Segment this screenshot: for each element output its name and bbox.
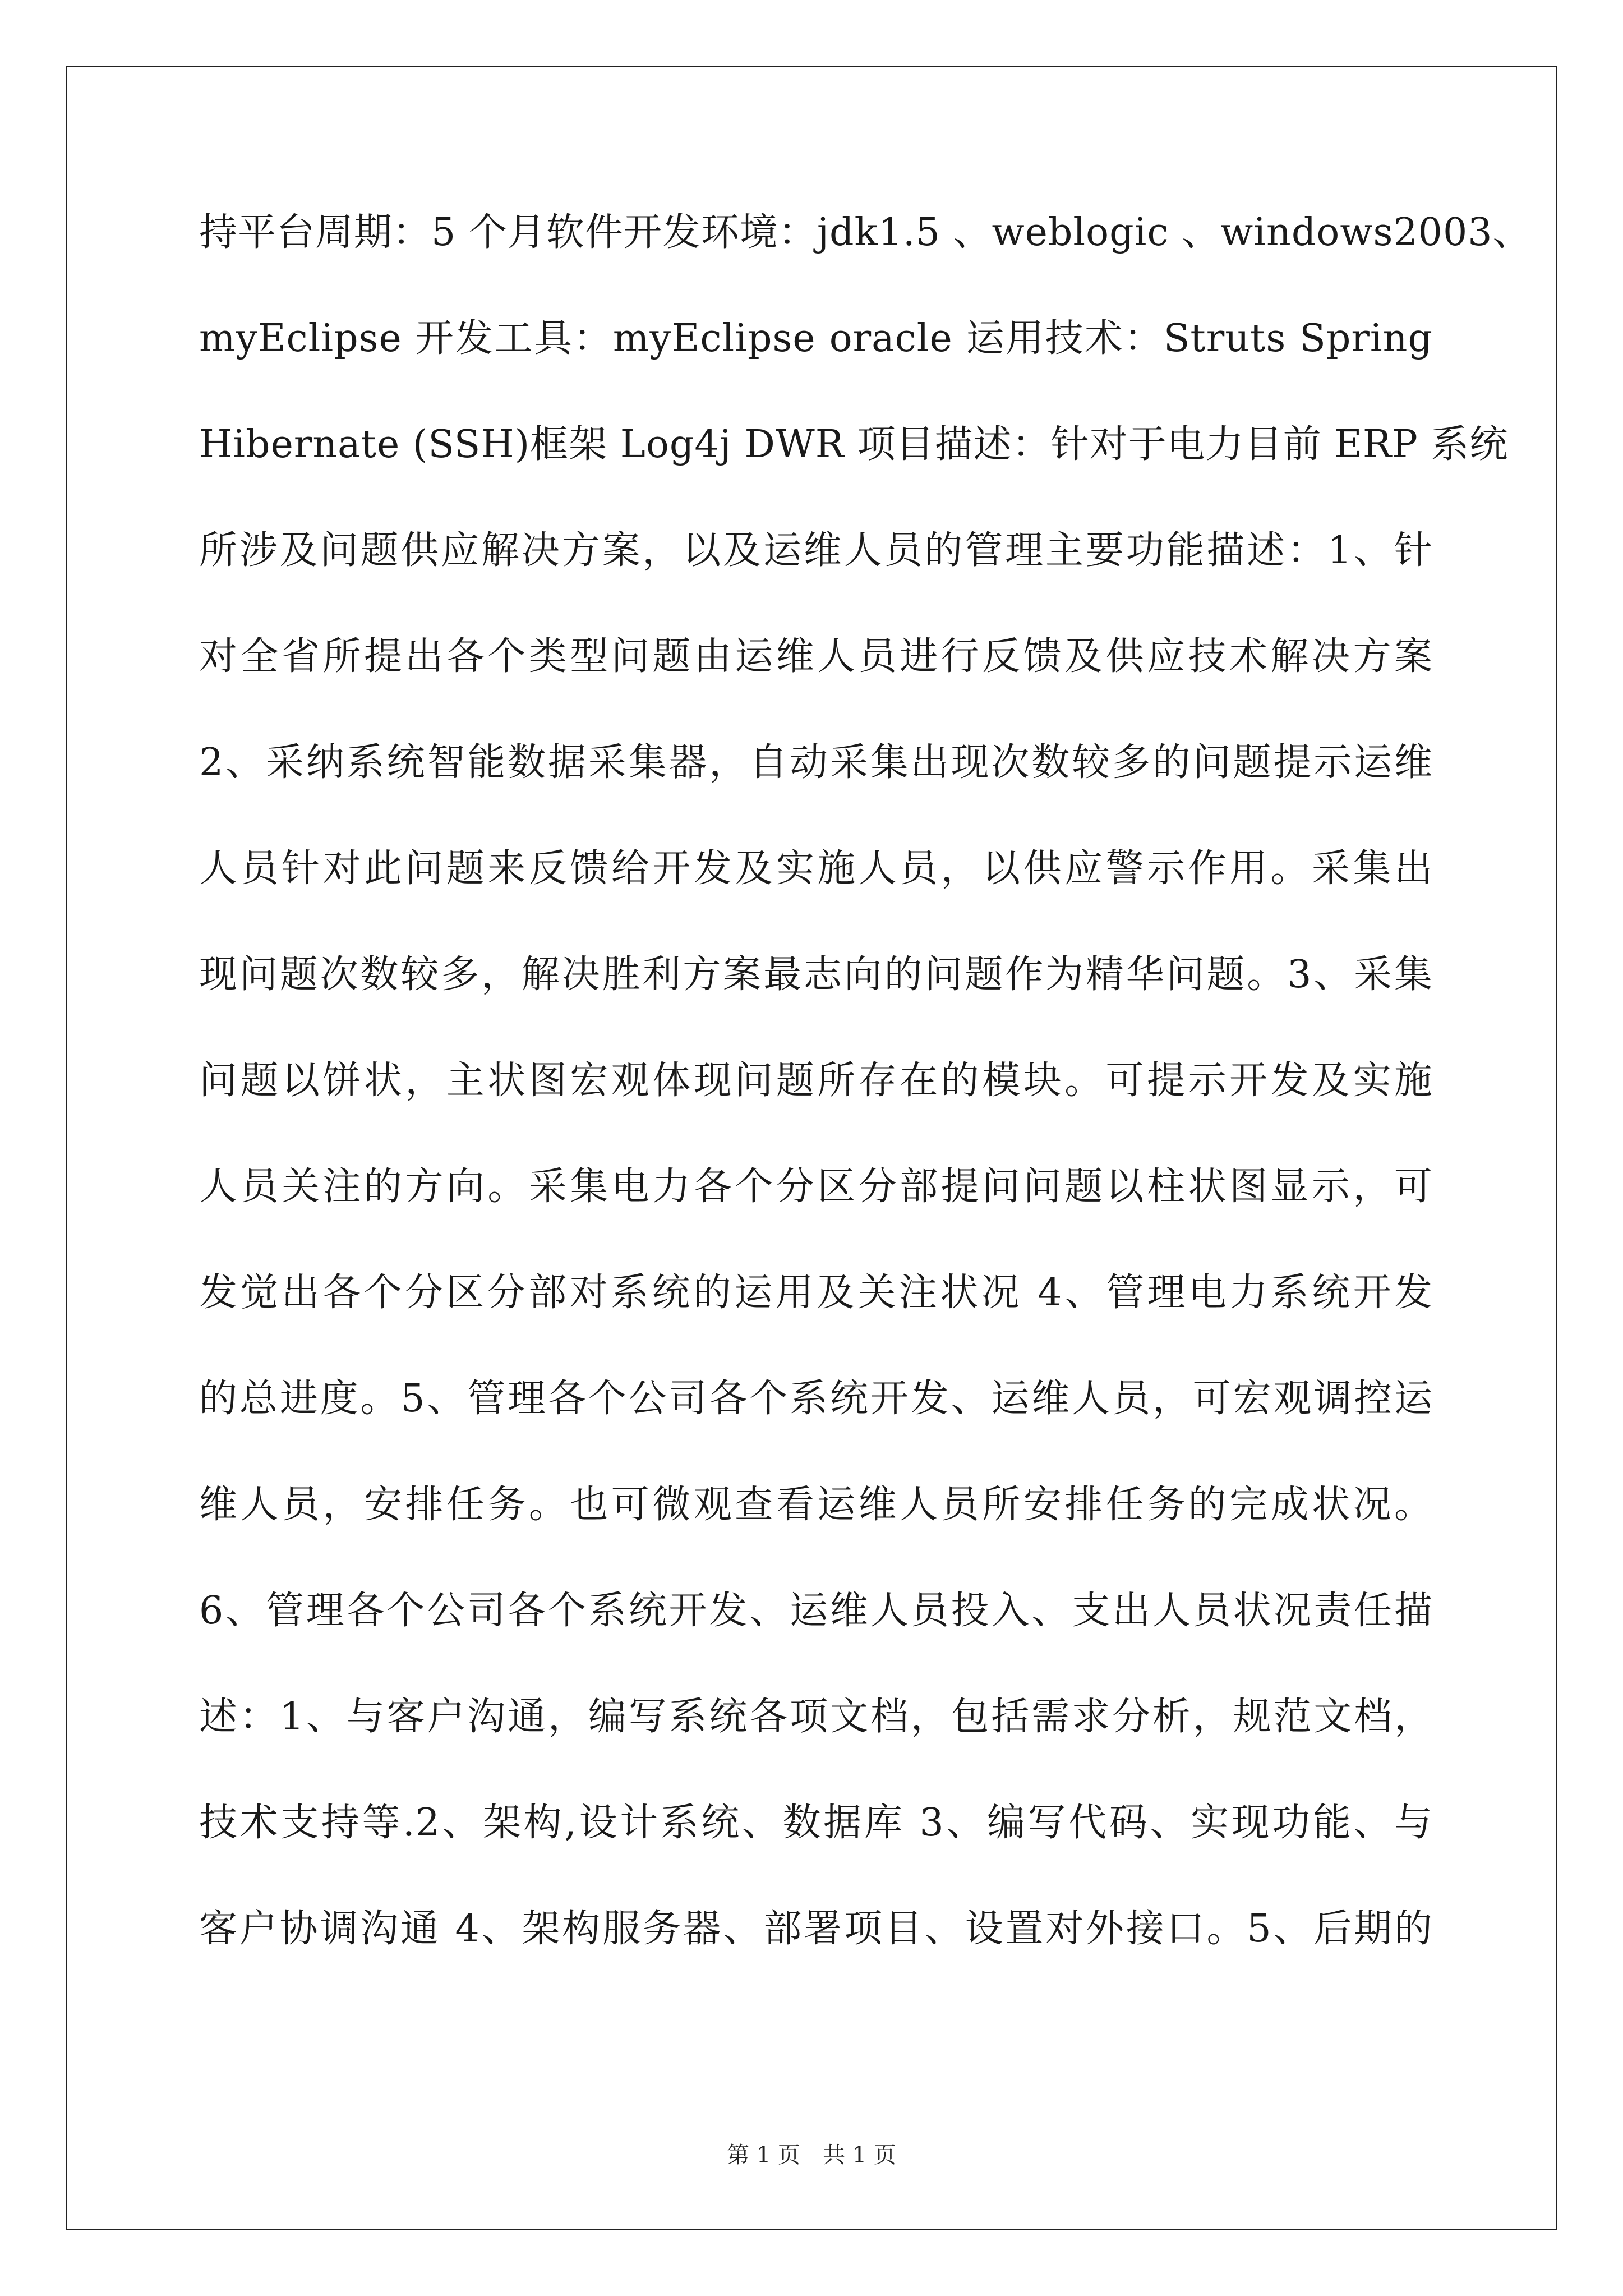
text-line: 技术支持等.2、架构,设计系统、数据库 3、编写代码、实现功能、与 <box>199 1801 1433 1845</box>
text-line: 客户协调沟通 4、架构服务器、部署项目、设置对外接口。5、后期的 <box>199 1907 1433 1951</box>
text-line: 现问题次数较多，解决胜利方案最志向的问题作为精华问题。3、采集 <box>199 953 1433 997</box>
page-number-footer: 第 1 页 共 1 页 <box>727 2142 896 2168</box>
text-line: 对全省所提出各个类型问题由运维人员进行反馈及供应技术解决方案 <box>199 634 1433 679</box>
text-line: 6、管理各个公司各个系统开发、运维人员投入、支出人员状况责任描 <box>199 1589 1433 1633</box>
text-line: 所涉及问题供应解决方案，以及运维人员的管理主要功能描述：1、针 <box>199 528 1433 573</box>
document-body <box>199 199 1532 2001</box>
text-line: 人员针对此问题来反馈给开发及实施人员，以供应警示作用。采集出 <box>199 846 1433 891</box>
text-line: 的总进度。5、管理各个公司各个系统开发、运维人员，可宏观调控运 <box>199 1377 1433 1421</box>
text-line: 述：1、与客户沟通，编写系统各项文档，包括需求分析，规范文档， <box>199 1695 1433 1739</box>
text-line: 持平台周期：5 个月软件开发环境：jdk1.5 、weblogic 、windows2003、 <box>199 210 1532 255</box>
text-line: 问题以饼状，主状图宏观体现问题所存在的模块。可提示开发及实施 <box>199 1059 1433 1103</box>
text-line: 人员关注的方向。采集电力各个分区分部提问问题以柱状图显示，可 <box>199 1165 1433 1209</box>
text-line: Hibernate (SSH)框架 Log4j DWR 项目描述：针对于电力目前 ERP 系统 <box>199 422 1509 467</box>
text-line: myEclipse 开发工具：myEclipse oracle 运用技术：Struts Spring <box>199 316 1433 361</box>
text-line: 维人员，安排任务。也可微观查看运维人员所安排任务的完成状况。 <box>199 1483 1433 1527</box>
text-line: 发觉出各个分区分部对系统的运用及关注状况 4、管理电力系统开发 <box>199 1271 1433 1315</box>
text-line: 2、采纳系统智能数据采集器，自动采集出现次数较多的问题提示运维 <box>199 740 1433 785</box>
